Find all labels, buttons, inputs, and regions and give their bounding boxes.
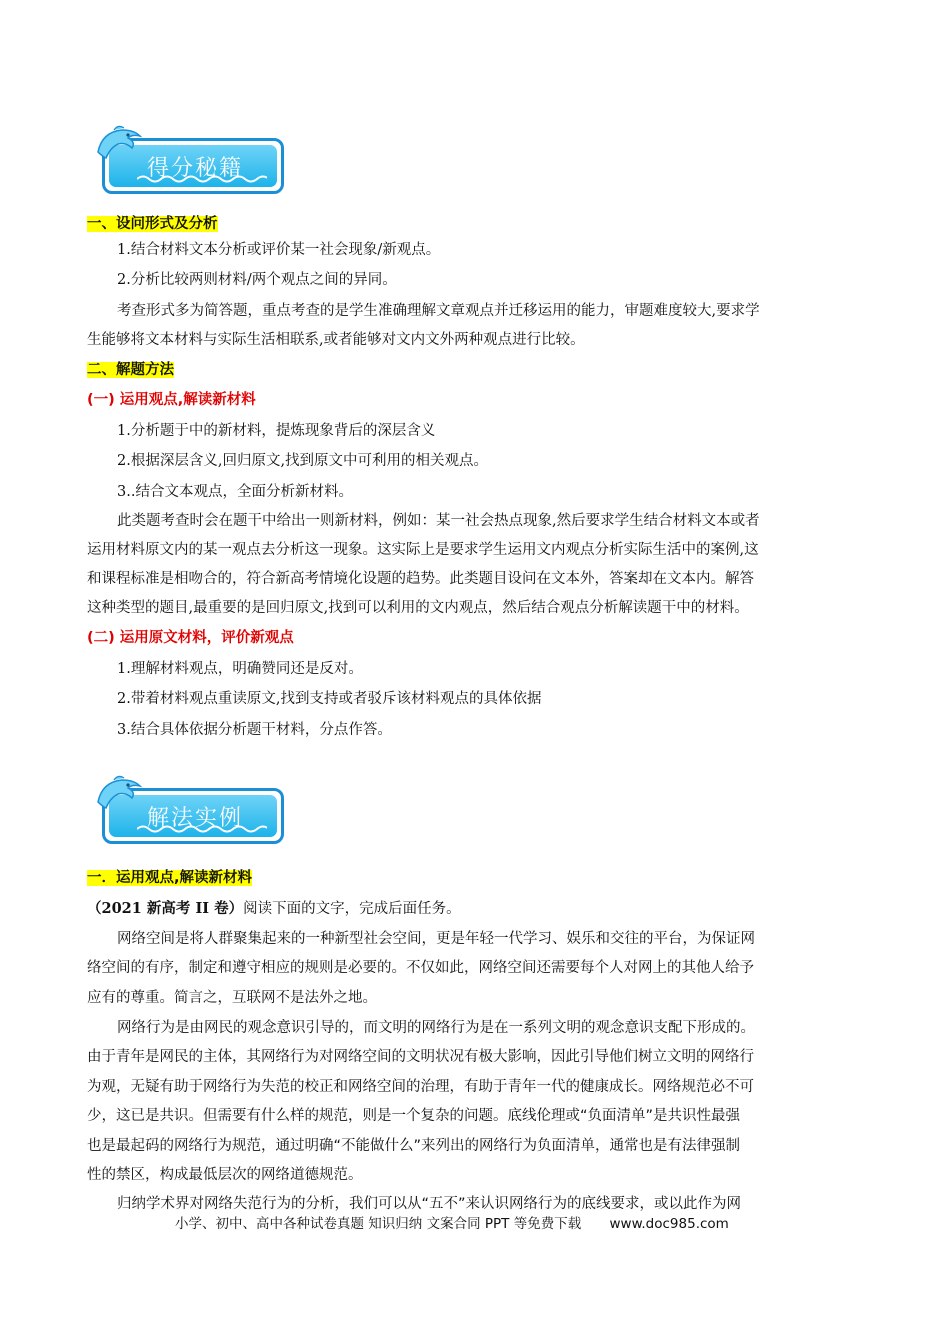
paragraph-line: 运用材料原文内的某一观点去分析这一现象。这实际上是要求学生运用文内观点分析实际生活中的案例,这 [87, 542, 759, 558]
passage-line: 也是最起码的网络行为规范，通过明确“不能做什么”来列出的网络行为负面清单，通常也是有法律强制 [87, 1138, 741, 1154]
paragraph-line: 和课程标准是相吻合的，符合新高考情境化设题的趋势。此类题目设问在文本外，答案却在文本内。解答 [87, 571, 754, 587]
dolphin-icon [92, 122, 144, 166]
list-item: 1.理解材料观点，明确赞同还是反对。 [117, 661, 363, 677]
section-heading-example: 一．运用观点,解读新材料 [87, 870, 253, 886]
banner-title: 得分秘籍 [147, 156, 244, 181]
passage-line: 归纳学术界对网络失范行为的分析，我们可以从“五不”来认识网络行为的底线要求，或以此作为网 [117, 1196, 742, 1212]
subheading-evaluate-viewpoints: (二) 运用原文材料，评价新观点 [87, 630, 294, 646]
source-instruction: 阅读下面的文字，完成后面任务。 [243, 901, 461, 917]
passage-line: 由于青年是网民的主体，其网络行为对网络空间的文明状况有极大影响，因此引导他们树立文明的网络行 [87, 1049, 754, 1065]
list-item: 2.带着材料观点重读原文,找到支持或者驳斥该材料观点的具体依据 [117, 691, 542, 707]
wave-decoration-icon [137, 174, 267, 184]
passage-line: 为观，无疑有助于网络行为失范的校正和网络空间的治理，有助于青年一代的健康成长。网络规范必不可 [87, 1079, 754, 1095]
banner-solution-examples [92, 772, 292, 852]
paragraph-line: 此类题考查时会在题干中给出一则新材料，例如：某一社会热点现象,然后要求学生结合材料文本或者 [117, 513, 760, 529]
list-item: 3.结合具体依据分析题干材料，分点作答。 [117, 722, 392, 738]
source-label: （2021 新高考 II 卷） [87, 900, 244, 917]
section-heading-question-forms: 一、设问形式及分析 [87, 216, 218, 232]
passage-line: 性的禁区，构成最低层次的网络道德规范。 [87, 1167, 363, 1183]
banner-score-secrets [92, 122, 292, 202]
list-item: 2.根据深层含义,回归原文,找到原文中可利用的相关观点。 [117, 453, 489, 469]
subheading-apply-viewpoints: (一) 运用观点,解读新材料 [87, 392, 256, 408]
page-footer [175, 1214, 729, 1234]
list-item: 1.结合材料文本分析或评价某一社会现象/新观点。 [117, 242, 441, 258]
passage-line: 少，这已是共识。但需要有什么样的规范，则是一个复杂的问题。底线伦理或“负面清单”是共识性最强 [87, 1108, 741, 1124]
paragraph-line: 考查形式多为简答题，重点考查的是学生准确理解文章观点并迁移运用的能力，审题难度较大,要求学 [117, 303, 760, 319]
footer-url[interactable]: www.doc985.com [609, 1216, 729, 1232]
list-item: 1.分析题于中的新材料，提炼现象背后的深层含义 [117, 423, 436, 439]
list-item: 3..结合文本观点，全面分析新材料。 [117, 484, 353, 500]
paragraph-line: 生能够将文本材料与实际生活相联系,或者能够对文内文外两种观点进行比较。 [87, 332, 585, 348]
footer-text: 小学、初中、高中各种试卷真题 知识归纳 文案合同 PPT 等免费下载 [175, 1216, 582, 1232]
section-heading-solution-methods: 二、解题方法 [87, 362, 174, 378]
banner-title: 解法实例 [147, 806, 244, 831]
wave-decoration-icon [137, 824, 267, 834]
list-item: 2.分析比较两则材料/两个观点之间的异同。 [117, 272, 397, 288]
passage-line: 络空间的有序，制定和遵守相应的规则是必要的。不仅如此，网络空间还需要每个人对网上的其他人给予 [87, 960, 754, 976]
paragraph-line: 这种类型的题目,最重要的是回归原文,找到可以利用的文内观点，然后结合观点分析解读题干中的材料。 [87, 600, 749, 616]
passage-line: 应有的尊重。简言之，互联网不是法外之地。 [87, 990, 377, 1006]
passage-line: 网络行为是由网民的观念意识引导的，而文明的网络行为是在一系列文明的观念意识支配下形成的。 [117, 1020, 755, 1036]
source-line [87, 899, 461, 919]
dolphin-icon [92, 772, 144, 816]
passage-line: 网络空间是将人群聚集起来的一种新型社会空间，更是年轻一代学习、娱乐和交往的平台，为保证网 [117, 931, 755, 947]
